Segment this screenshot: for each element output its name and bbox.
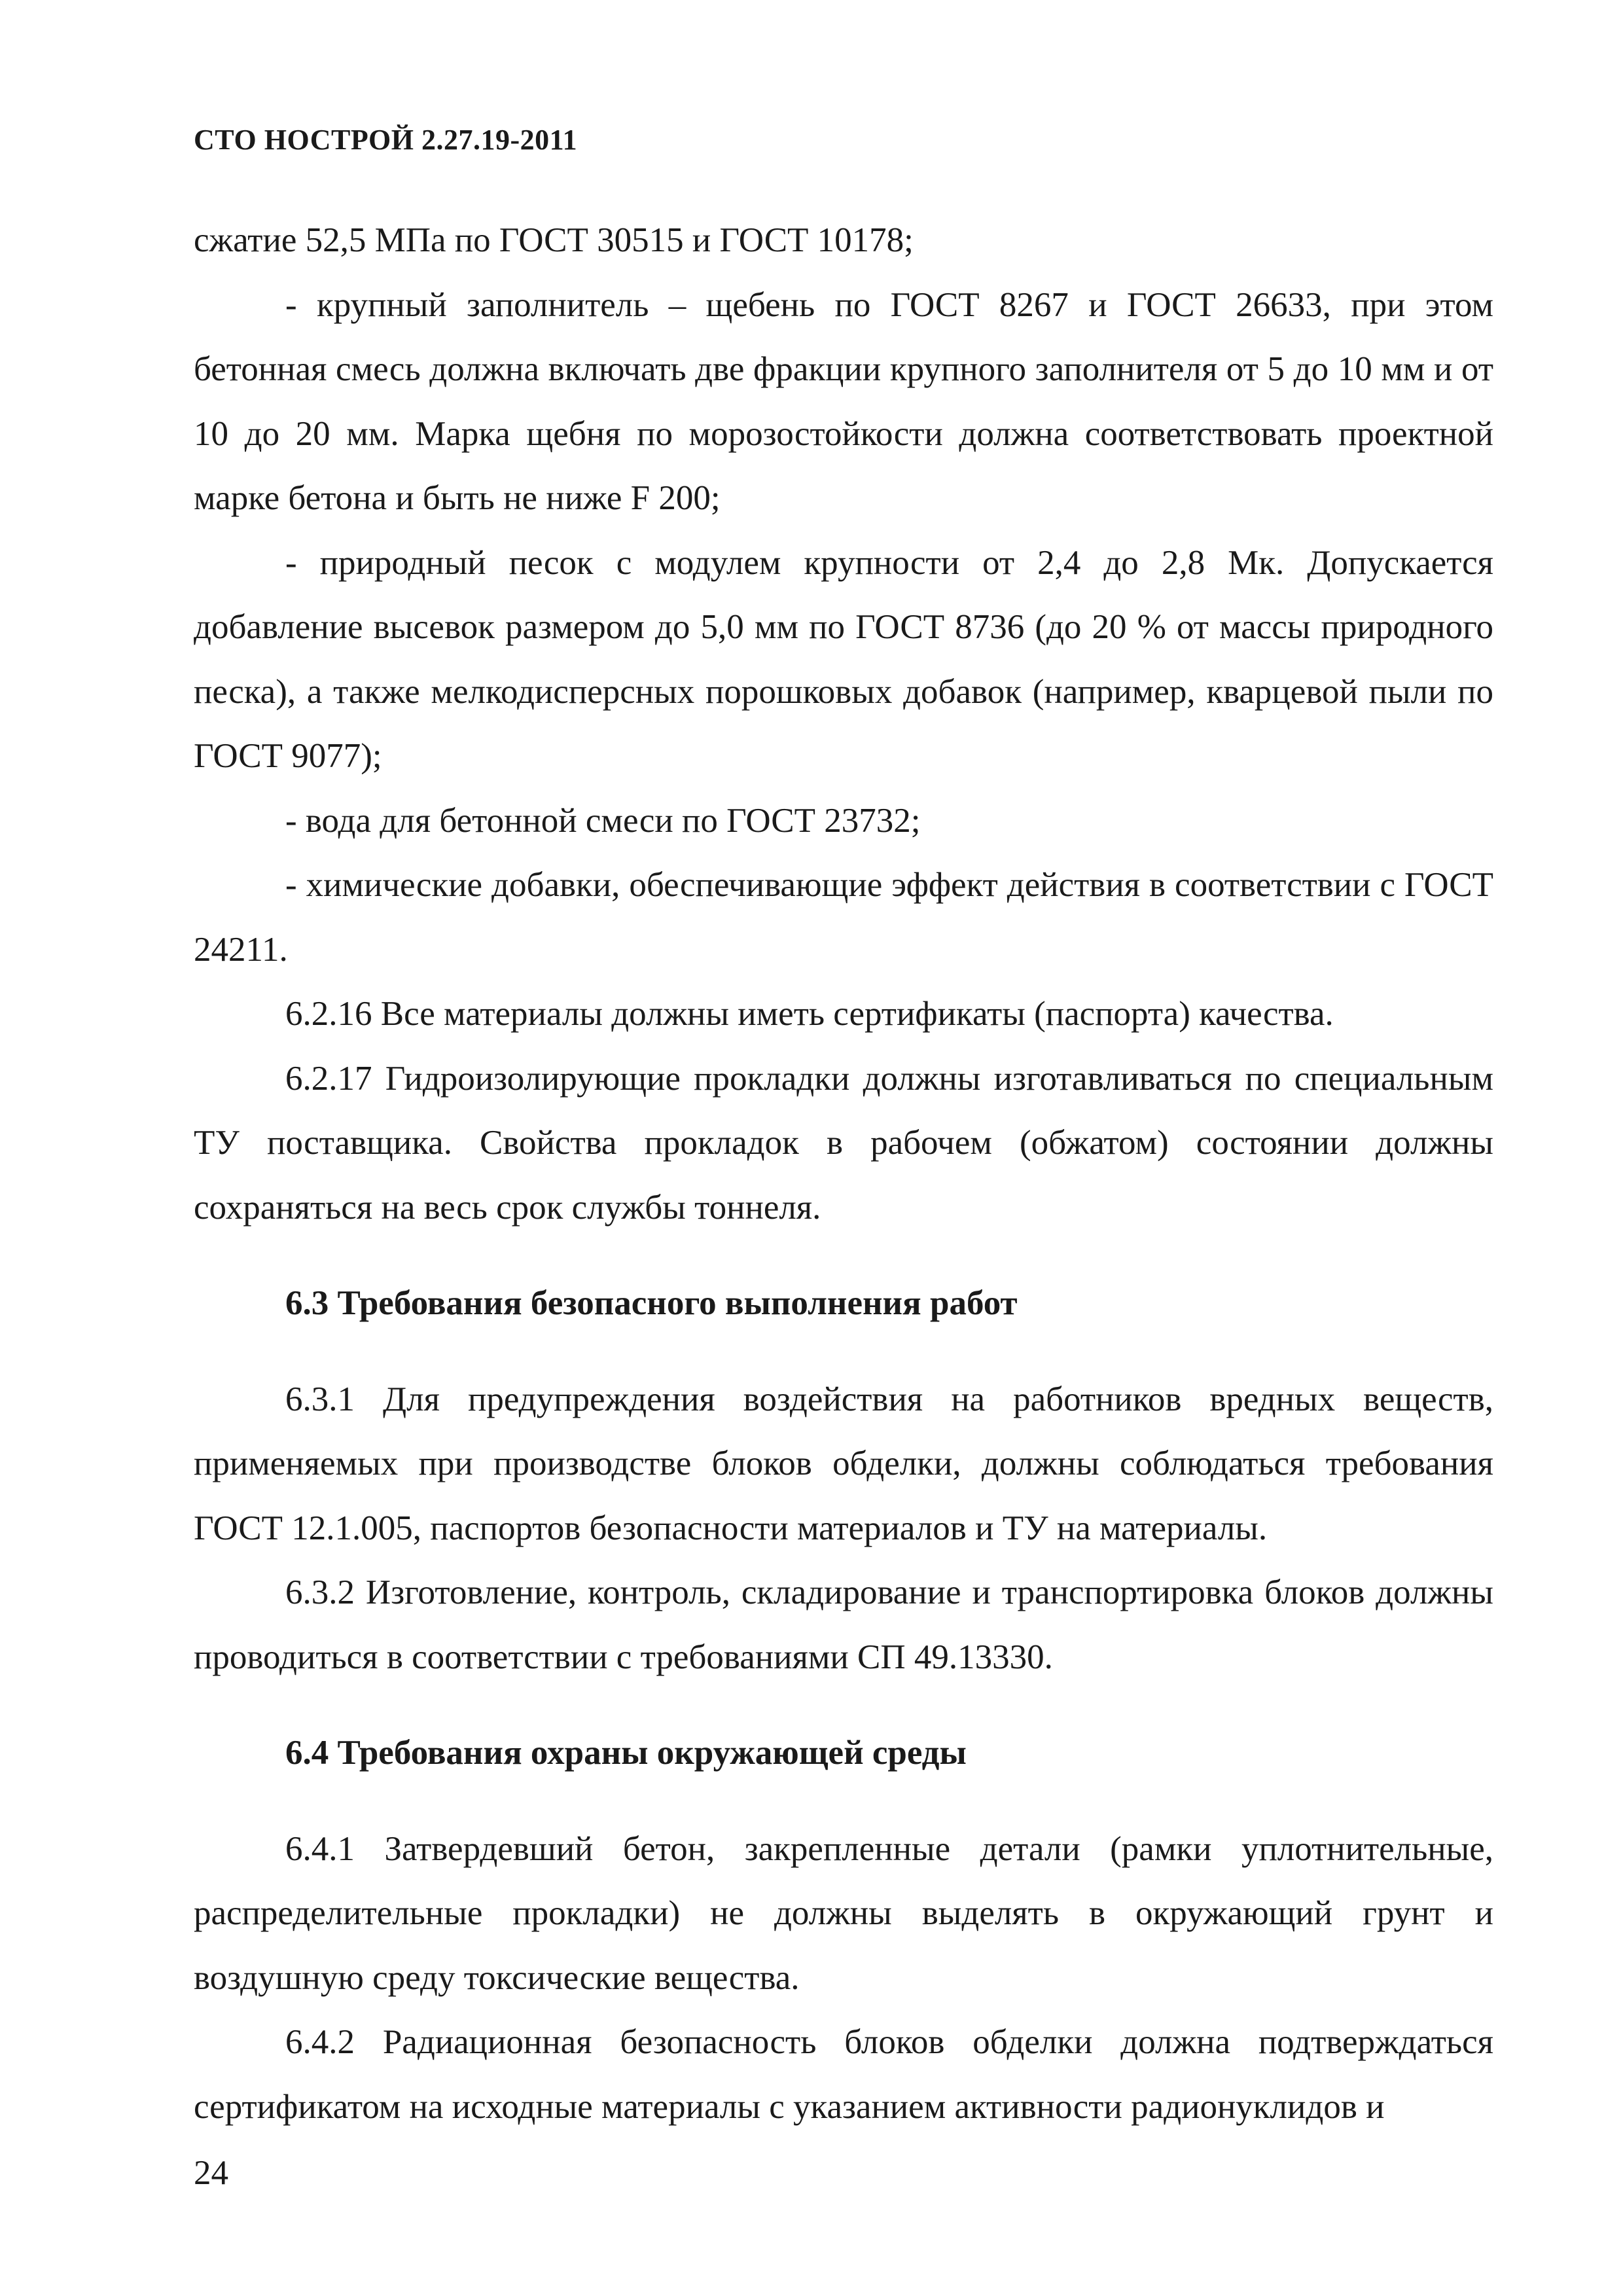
clause-6-3-2: 6.3.2 Изготовление, контроль, складирование и транспортировка блоков должны проводиться в соответствии с требованиями СП 49.13330. <box>194 1573 1493 1676</box>
list-item-coarse-aggregate: - крупный заполнитель – щебень по ГОСТ 8267 и ГОСТ 26633, при этом бетонная смесь должна включать две фракции крупного заполнителя от 5 до 10 мм и от 10 до 20 мм. Марка щебня по морозостойкости должна соответствовать проектной марке бетона и быть не ниже F 200; <box>194 285 1493 517</box>
clause-6-3-1: 6.3.1 Для предупреждения воздействия на работников вредных веществ, применяемых при производстве блоков обделки, должны соблюдаться требования ГОСТ 12.1.005, паспортов безопасности материалов и ТУ на материалы. <box>194 1380 1493 1547</box>
section-heading-6-4: 6.4 Требования охраны окружающей среды <box>285 1734 967 1772</box>
list-item-natural-sand: - природный песок с модулем крупности от 2,4 до 2,8 Мк. Допускается добавление высевок размером до 5,0 мм по ГОСТ 8736 (до 20 % от массы природного песка), а также мелкодисперсных порошковых добавок (например, кварцевой пыли по ГОСТ 9077); <box>194 543 1493 775</box>
clause-6-2-17: 6.2.17 Гидроизолирующие прокладки должны изготавливаться по специальным ТУ поставщика. Свойства прокладок в рабочем (обжатом) состоянии должны сохраняться на весь срок службы тоннеля. <box>194 1059 1493 1227</box>
section-heading-6-3: 6.3 Требования безопасного выполнения работ <box>285 1284 1018 1322</box>
document-header: СТО НОСТРОЙ 2.27.19-2011 <box>194 124 578 156</box>
paragraph-continuation: сжатие 52,5 МПа по ГОСТ 30515 и ГОСТ 10178; <box>194 221 914 259</box>
list-item-chemical-additives: - химические добавки, обеспечивающие эффект действия в соответствии с ГОСТ 24211. <box>194 866 1493 969</box>
list-item-water: - вода для бетонной смеси по ГОСТ 23732; <box>285 801 921 840</box>
clause-6-4-2: 6.4.2 Радиационная безопасность блоков обделки должна подтверждаться сертификатом на исходные материалы с указанием активности радионуклидов и <box>194 2023 1493 2126</box>
document-body <box>194 208 1493 2139</box>
page-number: 24 <box>194 2154 228 2192</box>
clause-6-2-16: 6.2.16 Все материалы должны иметь сертификаты (паспорта) качества. <box>285 995 1334 1033</box>
clause-6-4-1: 6.4.1 Затвердевший бетон, закрепленные детали (рамки уплотнительные, распределительные прокладки) не должны выделять в окружающий грунт и воздушную среду токсические вещества. <box>194 1829 1493 1997</box>
